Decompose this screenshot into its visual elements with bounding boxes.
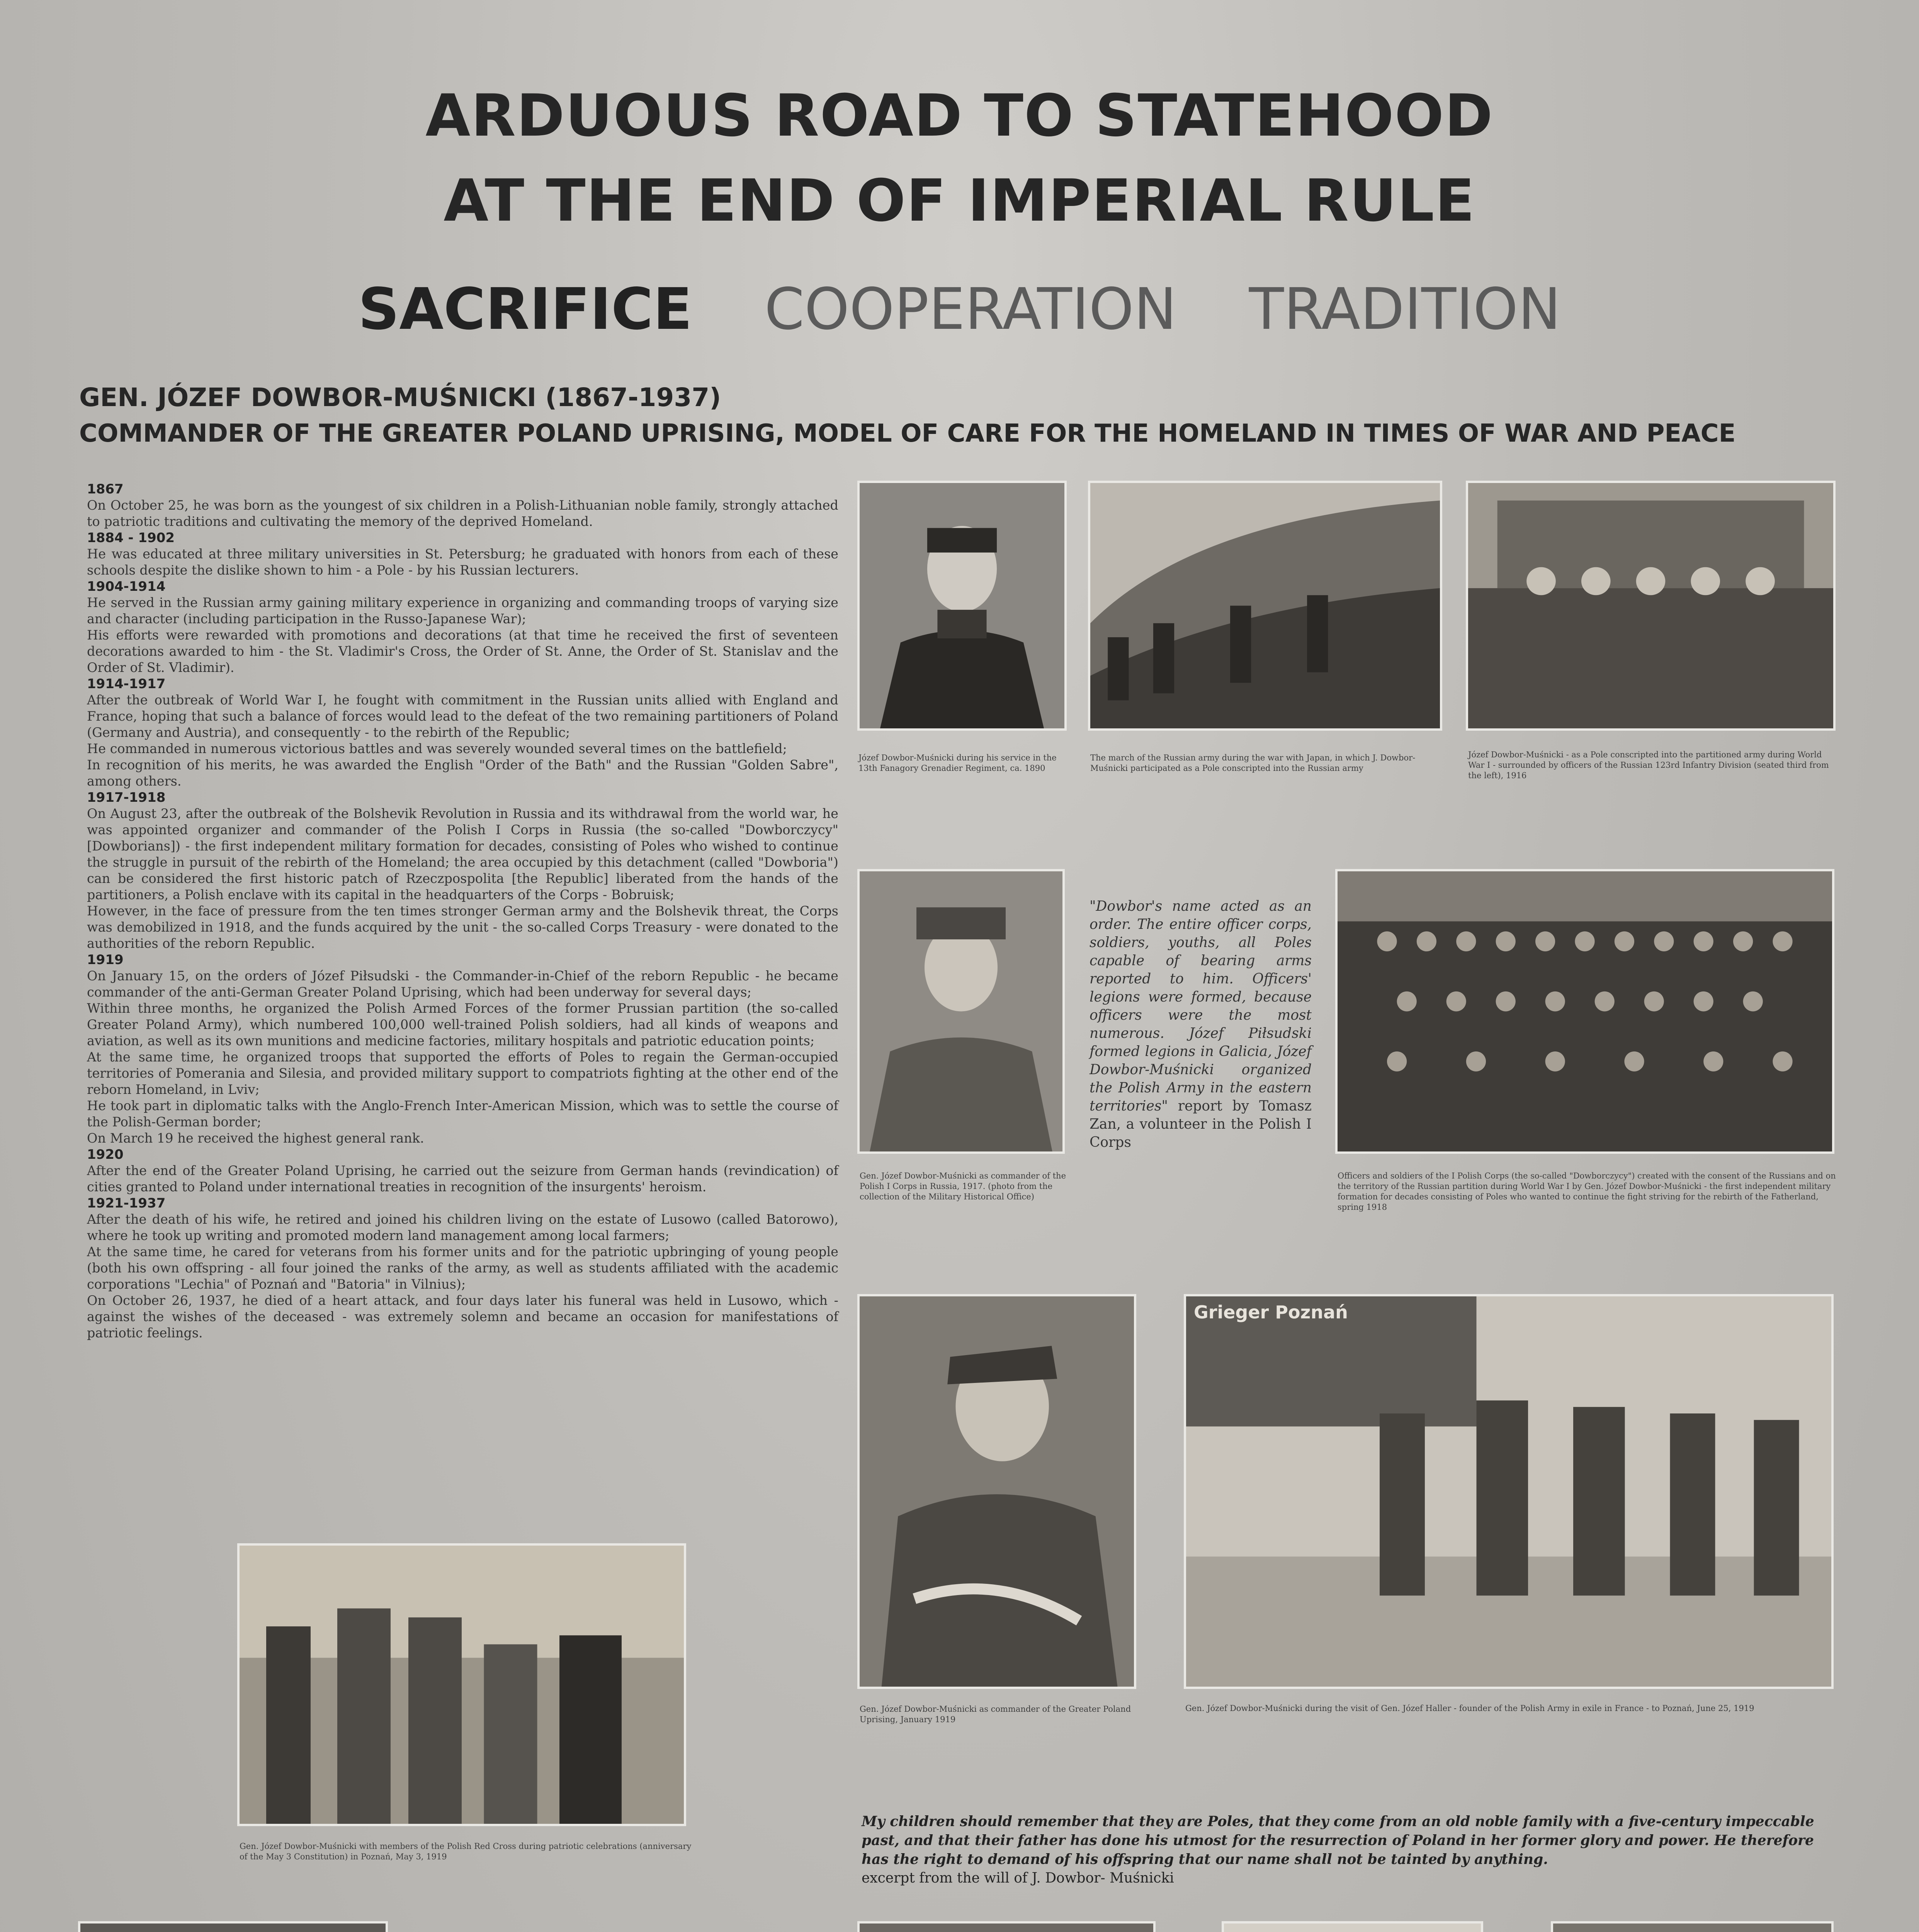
timeline-entry xyxy=(87,1195,838,1341)
quote-tomasz-zan xyxy=(1090,897,1312,1151)
photo-i-polish-corps xyxy=(1338,871,1832,1151)
photo-commander-uprising xyxy=(860,1296,1134,1687)
photo-janina-lewandowska xyxy=(1224,1923,1481,1932)
portrait-figure-icon xyxy=(1553,1923,1831,1932)
portrait-figure-icon xyxy=(860,871,1062,1151)
timeline-entry xyxy=(87,578,838,676)
caption-photo-8: Gen. Józef Dowbor-Muśnicki with members of the Polish Red Cross during patriotic celebrations (anniversary of the May 3 Constitution) in Poznań, May 3, 1919 xyxy=(240,1842,692,1861)
timeline-text: At the same time, he cared for veterans from his former units and for the patriotic upbringing of young people (both his own offspring - all four joined the ranks of the army, as well as students affiliated with the academic corporations "Lechia" of Poznań and "Batoria" in Vilnius); xyxy=(87,1244,838,1292)
pilot-figure-icon xyxy=(1224,1923,1481,1932)
timeline-year: 1867 xyxy=(87,481,124,497)
photo-commander-i-corps xyxy=(860,871,1062,1151)
main-title-line-2: AT THE END OF IMPERIAL RULE xyxy=(444,167,1475,235)
soldiers-march-icon xyxy=(1090,483,1440,728)
caption-photo-5: Officers and soldiers of the I Polish Corps (the so-called "Dowborczycy") created with the consent of the Russians and on the territory of the Russian partition during World War I by Gen. Józef Dowbor-Muśnicki - the first independent military formation for decades consisting of Poles who wanted to continue the fight striving for the rebirth of the Fatherland, spring 1918 xyxy=(1338,1171,1836,1212)
portrait-figure-icon xyxy=(860,483,1064,728)
photo-haller-visit xyxy=(1186,1296,1831,1687)
street-scene-icon xyxy=(1186,1296,1831,1687)
photo-officers-1916 xyxy=(1468,483,1833,728)
photo-agnieszka xyxy=(1553,1923,1831,1932)
subject-role: COMMANDER OF THE GREATER POLAND UPRISING, MODEL OF CARE FOR THE HOMELAND IN TIMES OF WAR AND PEACE xyxy=(79,419,1736,448)
timeline-text: On March 19 he received the highest general rank. xyxy=(87,1131,424,1146)
timeline-text: However, in the face of pressure from the ten times stronger German army and the Bolshevik threat, the Corps was demobilized in 1918, and the funds acquired by the unit - the so-called Corps Treasury - were donated to the authorities of the reborn Republic. xyxy=(87,903,838,951)
caption-photo-3: Józef Dowbor-Muśnicki - as a Pole conscripted into the partitioned army during World War I - surrounded by officers of the Russian 123rd Infantry Division (seated third from the left), 1916 xyxy=(1468,750,1829,780)
timeline-year: 1914-1917 xyxy=(87,676,166,692)
photo-march-russian-army xyxy=(1090,483,1440,728)
photo-family-lusowo xyxy=(860,1923,1153,1932)
photo-sign-text: Grieger Poznań xyxy=(1194,1302,1348,1323)
will-quote: My children should remember that they are Poles, that they come from an old noble family with a five-century impeccable past, and that their father has done his utmost for the resurrection of Poland in her former glory and power. He therefore has the right to demand of his offspring that our name shall not be tainted by anything. xyxy=(862,1813,1814,1867)
tagline-sacrifice: SACRIFICE xyxy=(358,276,692,342)
timeline-year: 1904-1914 xyxy=(87,579,166,594)
timeline-text: In recognition of his merits, he was awarded the English "Order of the Bath" and the Russian "Golden Sabre", among others. xyxy=(87,757,838,789)
timeline-entry xyxy=(87,676,838,789)
subject-name: GEN. JÓZEF DOWBOR-MUŚNICKI (1867-1937) xyxy=(79,383,721,412)
timeline-text: After the death of his wife, he retired and joined his children living on the estate of Lusowo (called Batorowo), where he took up writing and promoted modern land management among local farmers; xyxy=(87,1212,838,1243)
main-title xyxy=(0,73,1919,243)
caption-photo-2: The march of the Russian army during the war with Japan, in which J. Dowbor-Muśnicki participated as a Pole conscripted into the Russian army xyxy=(1090,753,1416,773)
timeline-text: After the end of the Greater Poland Uprising, he carried out the seizure from German hands (revindication) of cities granted to Poland under international treaties in recognition of the insurgents' heroism. xyxy=(87,1163,838,1194)
main-title-line-1: ARDUOUS ROAD TO STATEHOOD xyxy=(425,82,1494,150)
quote-tomasz-zan-source: report by Tomasz Zan, a volunteer in the Polish I Corps xyxy=(1090,1098,1312,1150)
group-photo-icon xyxy=(240,1546,684,1824)
timeline-year: 1884 - 1902 xyxy=(87,530,175,546)
group-photo-icon xyxy=(80,1923,386,1932)
timeline-text: On October 26, 1937, he died of a heart attack, and four days later his funeral was held in Lusowo, which - against the wishes of the deceased - was extremely solemn and became an occasion for manifestations of patriotic feelings. xyxy=(87,1293,838,1340)
caption-photo-1: Józef Dowbor-Muśnicki during his service in the 13th Fanagory Grenadier Regiment, ca. 1890 xyxy=(858,753,1057,773)
tagline xyxy=(0,274,1919,344)
timeline-text: After the outbreak of World War I, he fought with commitment in the Russian units allied with England and France, hoping that such a balance of forces would lead to the defeat of the two remaining partitioners of Poland (Germany and Austria), and consequently - to the rebirth of the Republic; xyxy=(87,692,838,740)
timeline-entry xyxy=(87,952,838,1146)
timeline-year: 1919 xyxy=(87,952,124,968)
will-quote-source: excerpt from the will of J. Dowbor- Muśnicki xyxy=(862,1870,1174,1886)
timeline-text: On August 23, after the outbreak of the Bolshevik Revolution in Russia and its withdrawal from the world war, he was appointed organizer and commander of the Polish I Corps in Russia (the so-called "Dowborczycy" [Dowborians]) - the first independent military formation for decades, consisting of Poles who wished to continue the struggle in pursuit of the rebirth of the Homeland; the area occupied by this detachment (called "Dowboria") can be considered the first historic patch of Rzeczpospolita [the Republic] liberated from the hands of the partitioners, a Polish enclave with its capital in the headquarters of the Corps - Bobruisk; xyxy=(87,806,838,902)
photo-portrait-1890 xyxy=(860,483,1064,728)
caption-photo-6: Gen. Józef Dowbor-Muśnicki as commander of the Greater Poland Uprising, January 1919 xyxy=(860,1704,1131,1724)
timeline-text: He commanded in numerous victorious battles and was severely wounded several times on the battlefield; xyxy=(87,741,787,756)
group-photo-icon xyxy=(1468,483,1833,728)
timeline xyxy=(87,481,838,1341)
timeline-year: 1917-1918 xyxy=(87,790,166,805)
timeline-text: Within three months, he organized the Polish Armed Forces of the former Prussian partition (the so-called Greater Poland Army), which numbered 100,000 well-trained Polish soldiers, had all kinds of weapons and aviation, as well as its own munitions and medicine factories, military hospitals and patriotic education points; xyxy=(87,1001,838,1048)
timeline-entry xyxy=(87,789,838,952)
photo-three-jozefs xyxy=(80,1923,386,1932)
group-photo-icon xyxy=(1338,871,1832,1151)
group-photo-icon xyxy=(860,1923,1153,1932)
timeline-text: He served in the Russian army gaining military experience in organizing and commanding troops of varying size and character (including participation in the Russo-Japanese War); xyxy=(87,595,838,626)
timeline-text: At the same time, he organized troops that supported the efforts of Poles to regain the German-occupied territories of Pomerania and Silesia, and provided military support to compatriots fighting at the other end of the reborn Homeland, in Lviv; xyxy=(87,1049,838,1097)
timeline-text: On October 25, he was born as the youngest of six children in a Polish-Lithuanian noble family, strongly attached to patriotic traditions and cultivating the memory of the deprived Homeland. xyxy=(87,498,838,529)
quote-tomasz-zan-text: "Dowbor's name acted as an order. The entire officer corps, soldiers, youths, all Poles capable of bearing arms reported to him. Officers' legions were formed, because officers were the most numerous. Józef Piłsudski formed legions in Galicia, Józef Dowbor-Muśnicki organized the Polish Army in the eastern territories" xyxy=(1090,898,1312,1114)
timeline-entry xyxy=(87,1146,838,1195)
timeline-entry xyxy=(87,481,838,530)
timeline-text: His efforts were rewarded with promotions and decorations (at that time he received the first of seventeen decorations awarded to him - the St. Vladimir's Cross, the Order of St. Anne, the Order of St. Stanislav and the Order of St. Vladimir). xyxy=(87,628,838,675)
timeline-text: He took part in diplomatic talks with the Anglo-French Inter-American Mission, which was to settle the course of the Polish-German border; xyxy=(87,1098,838,1129)
photo-red-cross xyxy=(240,1546,684,1824)
timeline-year: 1921-1937 xyxy=(87,1196,166,1211)
timeline-text: He was educated at three military universities in St. Petersburg; he graduated with honors from each of these schools despite the dislike shown to him - a Pole - by his Russian lecturers. xyxy=(87,546,838,578)
tagline-cooperation: COOPERATION xyxy=(764,276,1177,342)
portrait-figure-icon xyxy=(860,1296,1134,1687)
timeline-text: On January 15, on the orders of Józef Piłsudski - the Commander-in-Chief of the reborn Republic - he became commander of the anti-German Greater Poland Uprising, which had been underway for several days; xyxy=(87,968,838,1000)
timeline-entry xyxy=(87,530,838,578)
caption-photo-7: Gen. Józef Dowbor-Muśnicki during the visit of Gen. Józef Haller - founder of the Polish Army in exile in France - to Poznań, June 25, 1919 xyxy=(1185,1704,1754,1713)
timeline-year: 1920 xyxy=(87,1147,124,1162)
tagline-tradition: TRADITION xyxy=(1249,276,1561,342)
caption-photo-4: Gen. Józef Dowbor-Muśnicki as commander of the Polish I Corps in Russia, 1917. (photo from the collection of the Military Historical Office) xyxy=(860,1171,1066,1201)
